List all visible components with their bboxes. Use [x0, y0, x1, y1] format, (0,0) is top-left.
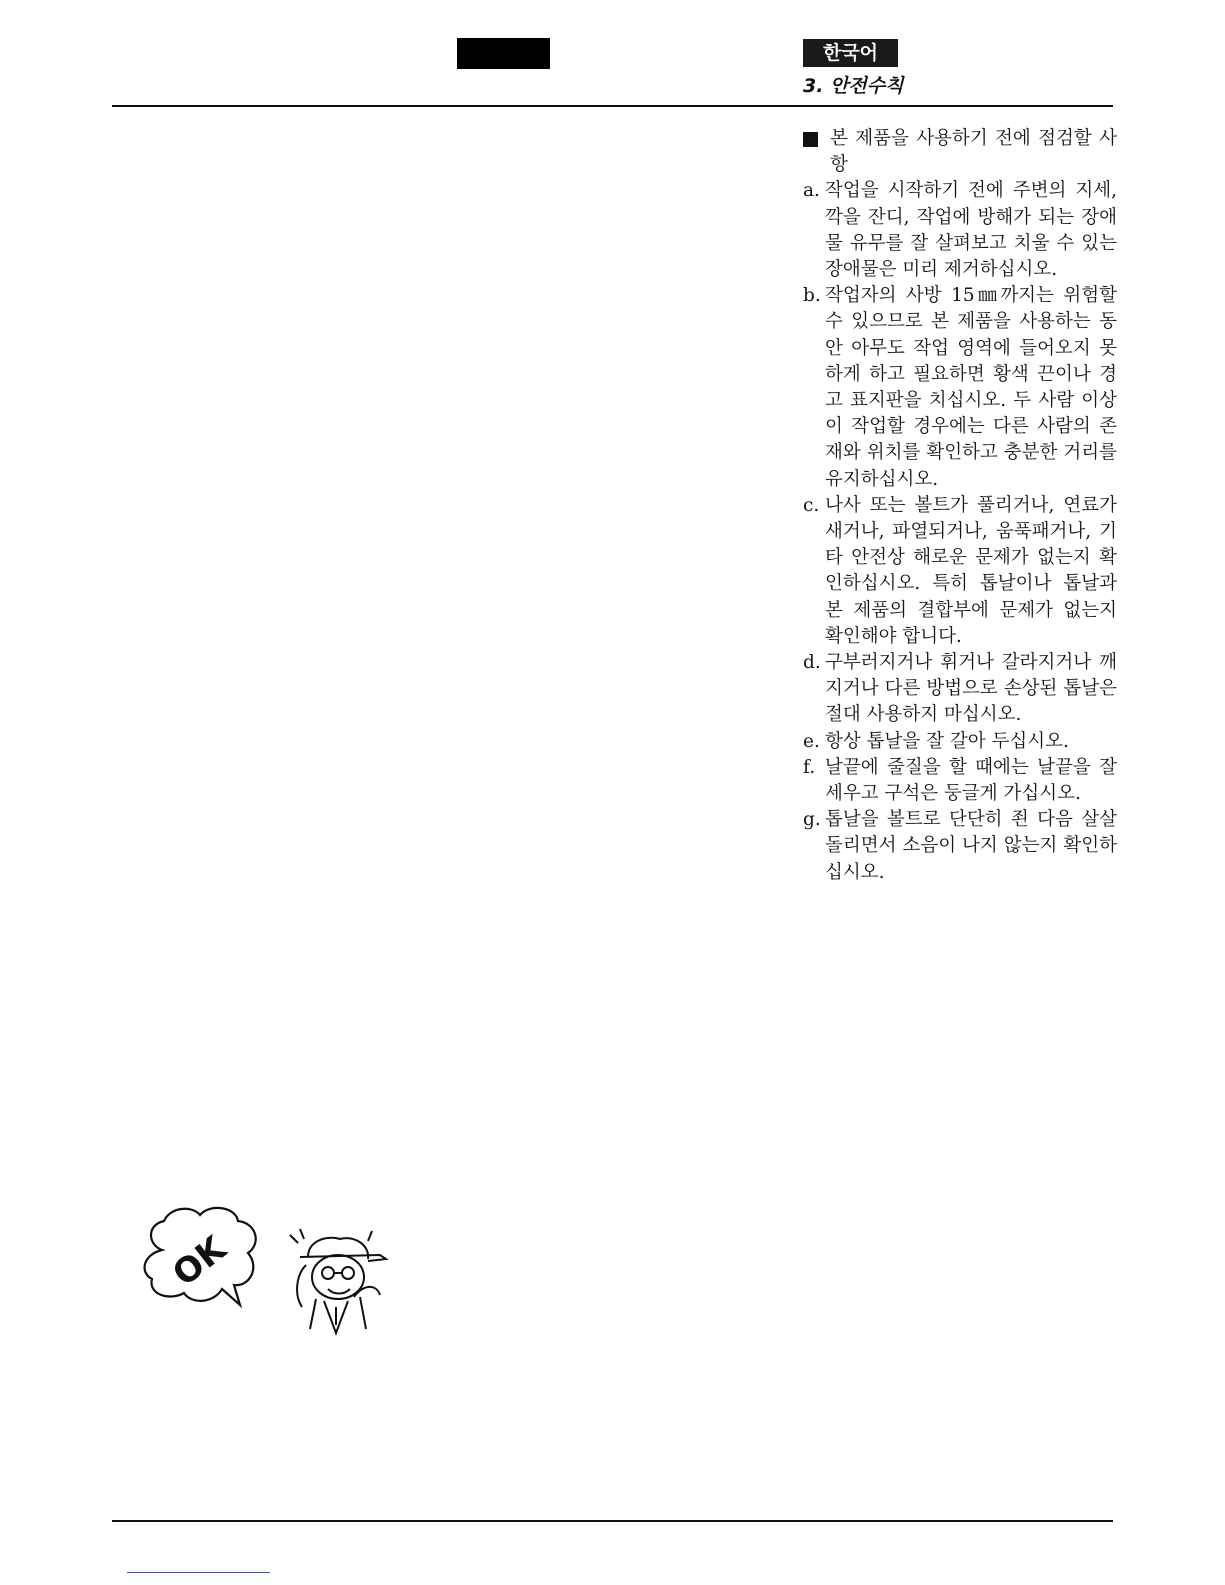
list-item-label: f.	[803, 756, 816, 778]
list-item	[803, 178, 1117, 283]
list-item-text: 톱날을 볼트로 단단히 죈 다음 살살 돌리면서 소음이 나지 않는지 확인하십시오.	[825, 809, 1117, 883]
list-item-label: g.	[803, 809, 821, 831]
list-item	[803, 755, 1117, 807]
list-item	[803, 283, 1117, 493]
list-item	[803, 729, 1117, 755]
square-bullet-icon	[803, 132, 818, 147]
list-item-label: a.	[803, 180, 820, 202]
checklist-heading	[803, 126, 1117, 178]
checklist-section	[803, 126, 1117, 886]
list-item	[803, 493, 1117, 650]
checklist-heading-text: 본 제품을 사용하기 전에 점검할 사항	[830, 128, 1117, 176]
list-item-label: d.	[803, 652, 821, 674]
bubble-text: OK	[165, 1228, 234, 1295]
list-item	[803, 650, 1117, 729]
list-item-text: 항상 톱날을 잘 갈아 두십시오.	[825, 730, 1069, 752]
header-black-box	[457, 38, 550, 69]
worker-figure-icon	[290, 1229, 386, 1333]
list-item-label: b.	[803, 285, 821, 307]
list-item-text: 나사 또는 볼트가 풀리거나, 연료가 새거나, 파열되거나, 움푹패거나, 기타 안전상 해로운 문제가 없는지 확인하십시오. 특히 톱날이나 톱날과 본 제품의 결합부에 문제가 없는지 확인해야 합니다.	[825, 494, 1117, 647]
header-rule	[112, 105, 1113, 107]
footer-rule	[112, 1520, 1113, 1522]
language-label: 한국어	[803, 39, 898, 67]
list-item-text: 구부러지거나 휘거나 갈라지거나 깨지거나 다른 방법으로 손상된 톱날은 절대 사용하지 마십시오.	[825, 652, 1117, 726]
ok-worker-illustration	[140, 1205, 400, 1340]
list-item-label: e.	[803, 730, 820, 752]
list-item-label: c.	[803, 494, 820, 516]
list-item-text: 날끝에 줄질을 할 때에는 날끝을 잘 세우고 구석은 둥글게 가십시오.	[825, 756, 1117, 805]
footer-link-underline[interactable]	[127, 1572, 270, 1573]
list-item-text: 작업자의 사방 15㎜까지는 위험할 수 있으므로 본 제품을 사용하는 동안 아무도 작업 영역에 들어오지 못하게 하고 필요하면 황색 끈이나 경고 표지판을 치십시오. 두 사람 이상이 작업할 경우에는 다른 사람의 존재와 위치를 확인하고 충분한 거리를 유지하십시오.	[825, 285, 1117, 490]
list-item-text: 작업을 시작하기 전에 주변의 지세, 깍을 잔디, 작업에 방해가 되는 장애물 유무를 잘 살펴보고 치울 수 있는 장애물은 미리 제거하십시오.	[825, 180, 1117, 281]
list-item	[803, 807, 1117, 886]
section-title: 3. 안전수칙	[803, 75, 904, 97]
